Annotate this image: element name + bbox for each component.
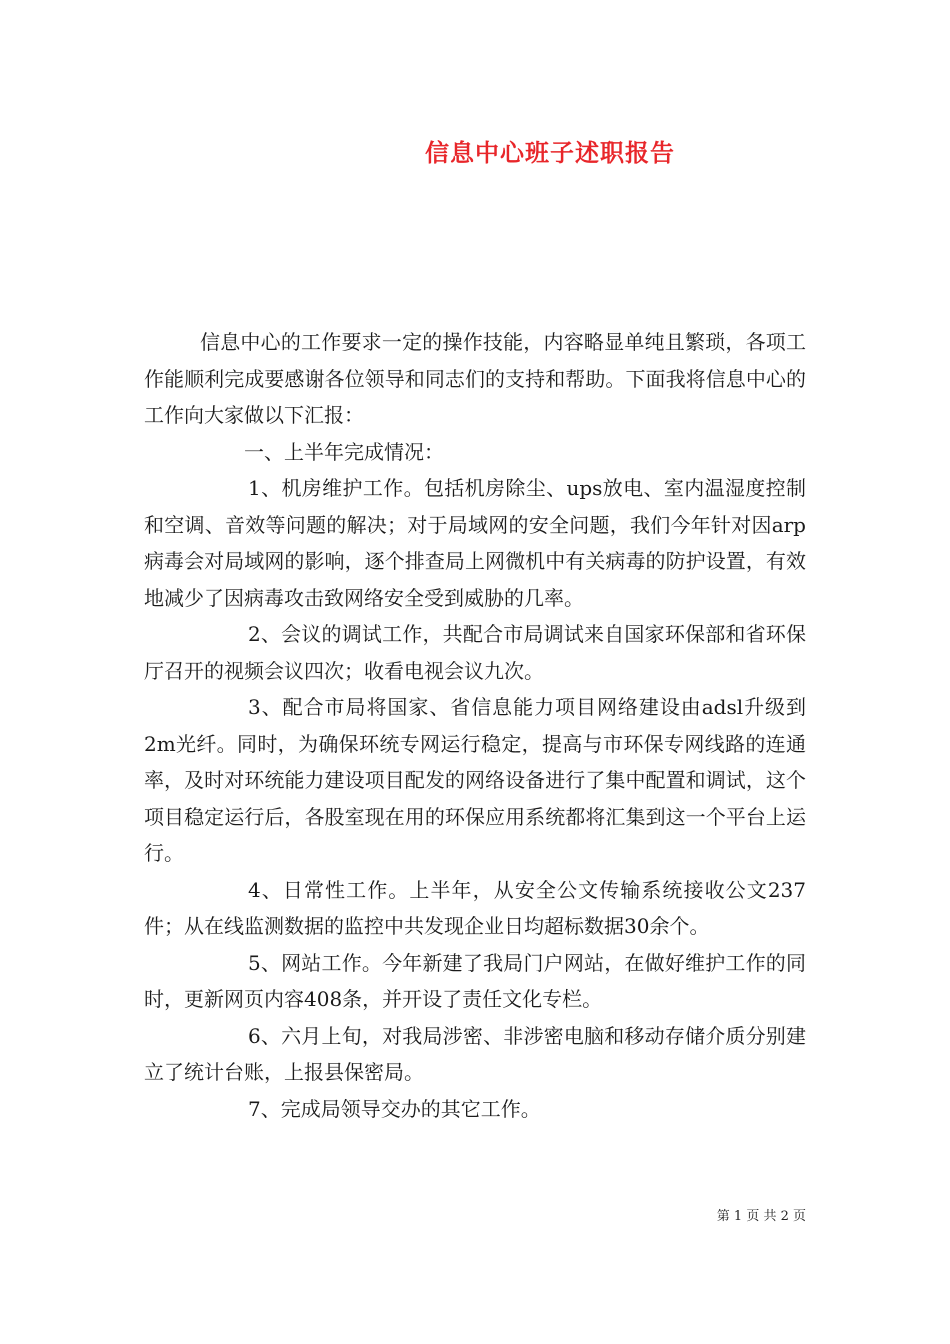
section-heading: 一、上半年完成情况：	[244, 439, 444, 464]
document-body	[144, 324, 806, 1127]
list-item: 1、机房维护工作。包括机房除尘、ups放电、室内温湿度控制和空调、音效等问题的解决；对于局域网的安全问题，我们今年针对因arp病毒会对局域网的影响，逐个排查局上网微机中有关病毒的防护设置，有效地减少了因病毒攻击致网络安全受到威胁的几率。	[144, 476, 806, 610]
list-item: 2、会议的调试工作，共配合市局调试来自国家环保部和省环保厅召开的视频会议四次；收看电视会议九次。	[144, 622, 806, 683]
list-item: 7、完成局领导交办的其它工作。	[248, 1096, 541, 1121]
list-item: 6、六月上旬，对我局涉密、非涉密电脑和移动存储介质分别建立了统计台账，上报县保密局。	[144, 1023, 806, 1084]
intro-paragraph: 信息中心的工作要求一定的操作技能，内容略显单纯且繁琐，各项工作能顺利完成要感谢各位领导和同志们的支持和帮助。下面我将信息中心的工作向大家做以下汇报：	[144, 330, 806, 427]
document-title: 信息中心班子述职报告	[425, 138, 675, 167]
list-item: 3、配合市局将国家、省信息能力项目网络建设由adsl升级到2m光纤。同时，为确保环统专网运行稳定，提高与市环保专网线路的连通率，及时对环统能力建设项目配发的网络设备进行了集中配置和调试，这个项目稳定运行后，各股室现在用的环保应用系统都将汇集到这一个平台上运行。	[144, 695, 806, 865]
list-item: 5、网站工作。今年新建了我局门户网站，在做好维护工作的同时，更新网页内容408条，并开设了责任文化专栏。	[144, 950, 806, 1011]
list-item: 4、日常性工作。上半年，从安全公文传输系统接收公文237件；从在线监测数据的监控中共发现企业日均超标数据30余个。	[144, 877, 806, 938]
page-number: 第 1 页 共 2 页	[716, 1209, 806, 1224]
